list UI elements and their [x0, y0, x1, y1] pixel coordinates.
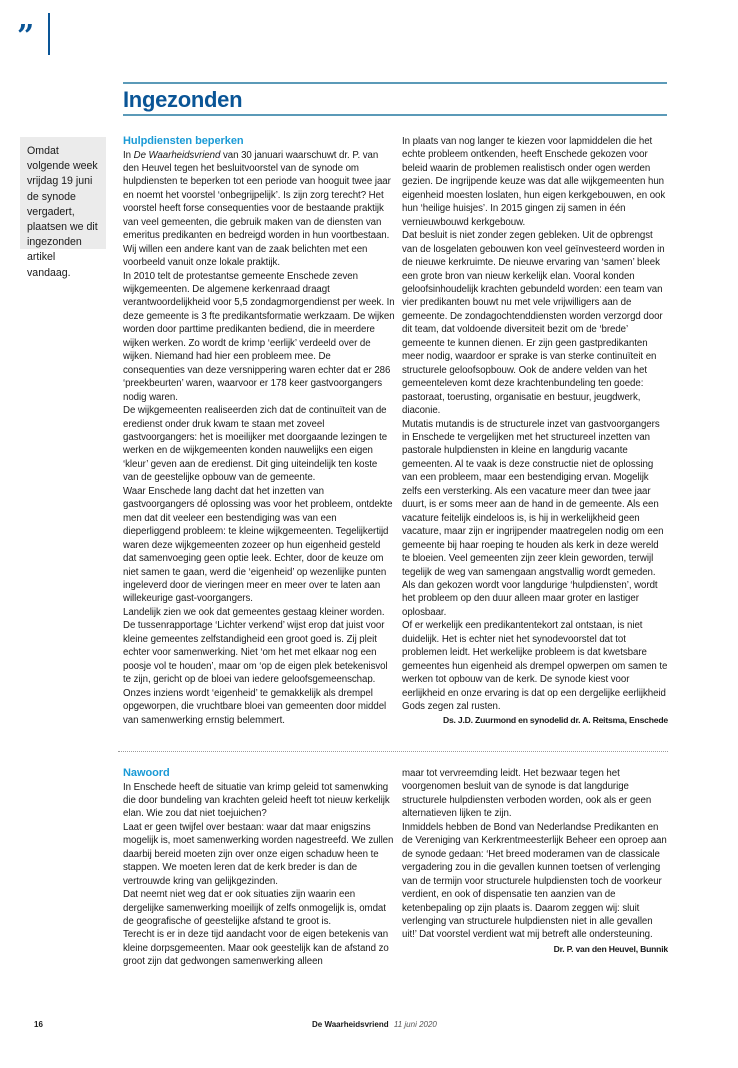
afterword-paragraph: Dat neemt niet weg dat er ook situaties zijn waarin een dergelijke samenwerking moeilijk of zelfs onmogelijk is, omdat de geografische of geestelijke afstand te groot is. [123, 889, 386, 928]
page-number: 16 [34, 1020, 43, 1029]
section-divider [118, 751, 668, 752]
publication-date: 11 juni 2020 [393, 1020, 437, 1029]
afterword-paragraph: Inmiddels hebben de Bond van Nederlandse Predikanten en de Vereniging van Kerkrentmeesterlijk Beheer een oproep aan de synode gedaan: ‘Het breed moderamen van de classicale vergadering zou in die gevallen kunnen toetsen of verlenging van de termijn voor structurele hulpdiensten toch de voorkeur verdient, en ook of dispensatie ten aanzien van de ketenbepaling op zijn plaats is. Daarom zeggen wij: sluit verlenging van structurele hulpdiensten niet in alle gevallen uit!’ Dat voorstel verdient wat mij betreft alle ondersteuning. [402, 821, 667, 941]
article-paragraph: Dat besluit is niet zonder zegen gebleken. Uit de opbrengst van de losgelaten gebouwen kon veel geïnvesteerd worden in de nieuwe kerkruimte. De nieuwe ervaring van ‘samen’ bleek een grote bron van nieuw kerkelijk elan. Vooral konden geloofsinhoudelijk krachten gebundeld worden: een team van vier predikanten bouwt nu met vele vrijwilligers aan de gemeente. De zondagochtenddiensten worden verzorgd door dit team, dat voldoende diversiteit bezit om de ‘brede’ gemeente te kunnen dienen. Er zijn geen gastpredikanten meer nodig, waardoor er sprake is van sterke continuïteit en structurele geloofsopbouw. Ook de andere velden van het gemeenteleven komt deze krachtenbundeling ten goede: pastoraat, toerusting, organisatie en bestuur, jeugdwerk, diaconie. [402, 230, 665, 417]
article-paragraph: In 2010 telt de protestantse gemeente Enschede zeven wijkgemeenten. De algemene kerkenraad draagt verantwoordelijkheid voor 5,5 zondagmorgendienst per week. In deze gemeente is 3 fte predikantsformatie werkzaam. De wijken worden door parttime predikanten bediend, die in meerdere wijken werken. Zo wordt de krimp ‘eerlijk’ verdeeld over de wijken. Niemand had hier een probleem mee. De consequenties van deze versnippering waren echter dat er 286 ‘preekbeurten’ waren, waarvoor er 178 keer gastvoorgangers nodig waren. [123, 270, 395, 403]
afterword-heading: Nawoord [123, 767, 170, 779]
article-paragraph: De wijkgemeenten realiseerden zich dat de continuïteit van de eredienst onder druk kwam te staan met zoveel gastvoorgangers: het is moeilijker met doorgaande lezingen te werken en de wijkgemeenten konden nauwelijks een eigen ‘kleur’ geven aan de eredienst. Dit ging uiteindelijk ten koste van de geestelijke opbouw van de gemeente. [123, 405, 388, 484]
section-rule-top [123, 82, 667, 84]
quote-divider [48, 13, 50, 55]
article-paragraph: Mutatis mutandis is de structurele inzet van gastvoorgangers in Enschede te vergelijken met het structureel inzetten van pastorale hulpdiensten in kleine en langdurig vacante gemeenten. Al te vaak is deze constructie niet de oplossing van een probleem, maar een bestendiging ervan. Mogelijk zelfs een versterking. Als een vacature meer dan twee jaar duurt, is er soms meer aan de hand in de gemeente. Als een vacature feitelijk eindeloos is, is hij in werkelijkheid geen vacature, maar zijn er ingrijpender maatregelen nodig om een gemeente bij haar roeping te houden als kerk in deze wereld te bloeien. Veel gemeenten zijn zeer klein geworden, terwijl tegelijk de weg van samengaan angstvallig wordt gemeden. Als dan gekozen wordt voor langdurige ‘hulpdiensten’, wordt het probleem op den duur alleen maar groter en lastiger oplosbaar. [402, 418, 664, 618]
afterword-paragraph: Laat er geen twijfel over bestaan: waar dat maar enigszins mogelijk is, moet samenwerking worden nagestreefd. We zullen daarbij bereid moeten zijn over onze eigen schaduw heen te stappen. We moeten leren dat de kerk breder is dan de vertrouwde kring van gelijkgezinden. [123, 821, 394, 887]
article-paragraph: Waar Enschede lang dacht dat het inzetten van gastvoorgangers dé oplossing was voor het probleem, ontdekte men dat dit veeleer een bestendiging was van een dieperliggend probleem: te kleine wijkgemeenten. Tegelijkertijd waren deze wijkgemeenten zozeer op hun eigenheid gesteld dat samenvoeging geen optie leek. Echter, door de keuze om niet samen te gaan, werd die ‘eigenheid’ op wezenlijke punten ingeleverd door de vieringen meer en meer over te laten aan willekeurige gast-voorgangers. [123, 485, 393, 605]
afterword-paragraph: maar tot vervreemding leidt. Het bezwaar tegen het voorgenomen besluit van de synode is dat langdurige structurele hulpdiensten verboden worden, ook als er geen alternatieven lijken te zijn. [402, 768, 652, 820]
section-rule-bottom [123, 114, 667, 116]
afterword-signature: Dr. P. van den Heuvel, Bunnik [553, 943, 668, 954]
afterword-paragraph: Terecht is er in deze tijd aandacht voor de eigen betekenis van kleine dorpsgemeenten. Maar ook geestelijk kan de afstand zo groot zijn dat gedwongen samenwerking alleen [123, 929, 389, 968]
publication-name: De Waarheidsvriend [133, 149, 221, 161]
article-column-2 [402, 135, 668, 728]
article-heading: Hulpdiensten beperken [123, 135, 244, 147]
editorial-note-text: Omdat volgende week vrijdag 19 juni de synode vergadert, plaatsen we dit ingezonden artikel vandaag. [27, 145, 98, 279]
publication-title: De Waarheidsvriend [312, 1020, 389, 1029]
afterword-column-2 [402, 767, 668, 956]
afterword-column-1 [123, 767, 395, 969]
section-title: Ingezonden [123, 87, 243, 112]
quote-mark-icon: ” [17, 19, 32, 54]
afterword-paragraph: In Enschede heeft de situatie van krimp geleid tot samenwking die door bundeling van krachten geleid heeft tot nieuw kerkelijk elan. Wie zou dat niet toejuichen? [123, 781, 390, 820]
footer-publication [312, 1020, 437, 1029]
article-intro [123, 149, 395, 270]
article-paragraph: Landelijk zien we ook dat gemeentes gestaag kleiner worden. De tussenrapportage ‘Lichter verkend’ wijst erop dat juist voor kleine gemeentes zelfstandigheid een groot goed is. Zij pleit echter voor samenwerking. Niet ‘om het met elkaar nog een poosje vol te houden’, maar om ‘op de eigen plek betekenisvol te zijn, gericht op de bloei van iedere geloofsgemeenschap. Onzes inziens wordt ‘eigenheid’ te gemakkelijk als drempel opgeworpen, die vruchtbare bloei van gemeenten door middel van samenwerking ernstig belemmert. [123, 606, 388, 726]
article-paragraph: In plaats van nog langer te kiezen voor lapmiddelen die het echte probleem ontkenden, heeft Enschede gekozen voor beleid waarin de problemen realistisch onder ogen werden gezien. De ingrijpende keuze was dat alle wijkgemeenten hun eigenheid moesten loslaten, hun eigen kerkgebouwen, en ook hun ‘heilige huisjes’. In 2015 gingen zij samen in één vernieuwbouwd kerkgebouw. [402, 136, 666, 228]
intro-prefix: In [123, 149, 134, 161]
editorial-note [20, 137, 106, 279]
article-column-1 [123, 135, 395, 727]
article-paragraph: Of er werkelijk een predikantentekort zal ontstaan, is niet duidelijk. Het is echter niet het synodevoorstel dat tot problemen leidt. Het werkelijke probleem is dat kwetsbare gemeentes hun eigenheid als drempel opwerpen om samen te werken tot opbouw van de kerk. De synode kiest voor eerlijkheid en onze ervaring is dat op een dergelijke eerlijkheid Gods zegen zal rusten. [402, 620, 668, 713]
intro-text: van 30 januari waarschuwt dr. P. van den Heuvel tegen het besluitvoorstel van de synode om hulpdiensten te beperken tot een periode van hooguit twee jaar en noemt het voorstel ‘onbegrijpelijk’. Is zijn zorg terecht? Het voorstel heeft forse consequenties voor de bestaande praktijk van veel gemeenten, die gebruik maken van de diensten van emeritus predikanten en bedreigd worden in hun voortbestaan. Wij willen een andere kant van de zaak belichten met een voorbeeld vanuit onze lokale praktijk. [123, 149, 391, 269]
article-signature: Ds. J.D. Zuurmond en synodelid dr. A. Reitsma, Enschede [442, 715, 668, 726]
